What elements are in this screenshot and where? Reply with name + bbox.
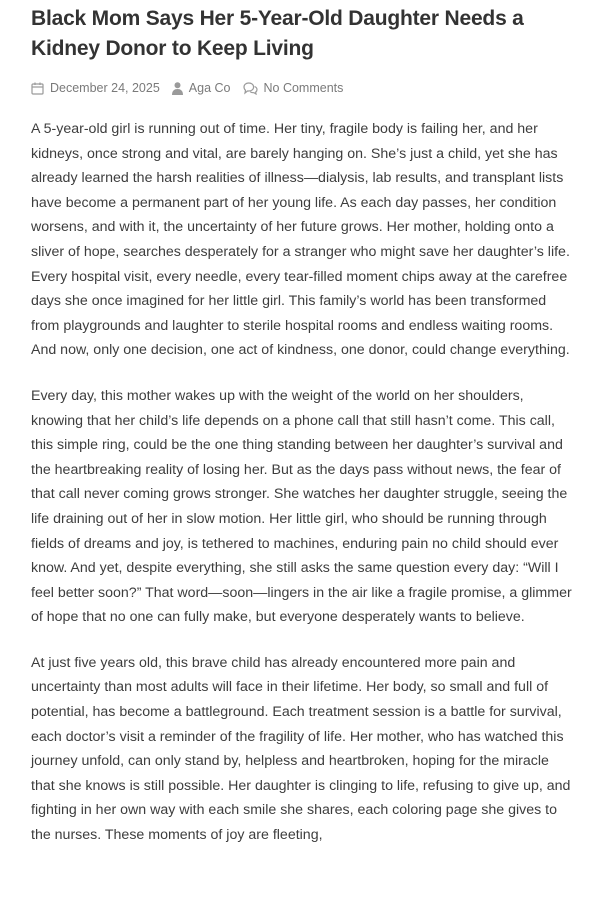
comments-icon <box>243 82 258 95</box>
paragraph-3: At just five years old, this brave child has already encountered more pain and uncertainty than most adults will face in their lifetime. Her body, so small and full of potential, has become a battleground. Each treatment session is a battle for survival, each doctor’s visit a reminder of the fragility of life. Her mother, who has watched this journey unfold, can only stand by, helpless and heartbroken, hoping for the miracle that she knows is still possible. Her daughter is clinging to life, refusing to give up, and fighting in her own way with each smile she shares, each coloring page she gives to the nurses. These moments of joy are fleeting, <box>31 654 571 844</box>
post-meta <box>31 78 574 98</box>
calendar-icon <box>31 82 44 95</box>
post-author[interactable] <box>172 81 231 95</box>
paragraph-2: Every day, this mother wakes up with the weight of the world on her shoulders, knowing that her child’s life depends on a phone call that still hasn’t come. This call, this simple ring, could be the one thing standing between her daughter’s survival and the heartbreaking reality of losing her. But as the days pass without news, the fear of that call never coming grows stronger. She watches her daughter struggle, seeing the life draining out of her in slow motion. Her little girl, who should be running through fields of dreams and joy, is tethered to machines, enduring pain no child should ever know. And yet, despite everything, she still asks the same question every day: “Will I feel better soon?” That word—soon—lingers in the air like a fragile promise, a glimmer of hope that no one can fully make, but everyone desperately wants to believe. <box>31 387 572 626</box>
post-author-link[interactable]: Aga Co <box>188 81 231 95</box>
post-comments[interactable] <box>243 81 344 95</box>
article-body <box>31 117 574 848</box>
post-date[interactable] <box>31 81 160 95</box>
post-comments-link[interactable]: No Comments <box>263 81 344 95</box>
post-date-link[interactable]: December 24, 2025 <box>50 81 160 95</box>
paragraph-1: A 5-year-old girl is running out of time. Her tiny, fragile body is failing her, and her kidneys, once strong and vital, are barely hanging on. She’s just a child, yet she has already learned the harsh realities of illness—dialysis, lab results, and transplant lists have become a permanent part of her young life. As each day passes, her condition worsens, and with it, the uncertainty of her future grows. Her mother, holding onto a sliver of hope, searches desperately for a stranger who might save her daughter’s life. Every hospital visit, every needle, every tear-filled moment chips away at the carefree days she once imagined for her little girl. This family’s world has been transformed from playgrounds and laughter to sterile hospital rooms and endless waiting rooms. And now, only one decision, one act of kindness, one donor, could change everything. <box>31 121 570 359</box>
user-icon <box>172 82 183 95</box>
article-title: Black Mom Says Her 5-Year-Old Daughter Needs a Kidney Donor to Keep Living <box>31 7 524 60</box>
